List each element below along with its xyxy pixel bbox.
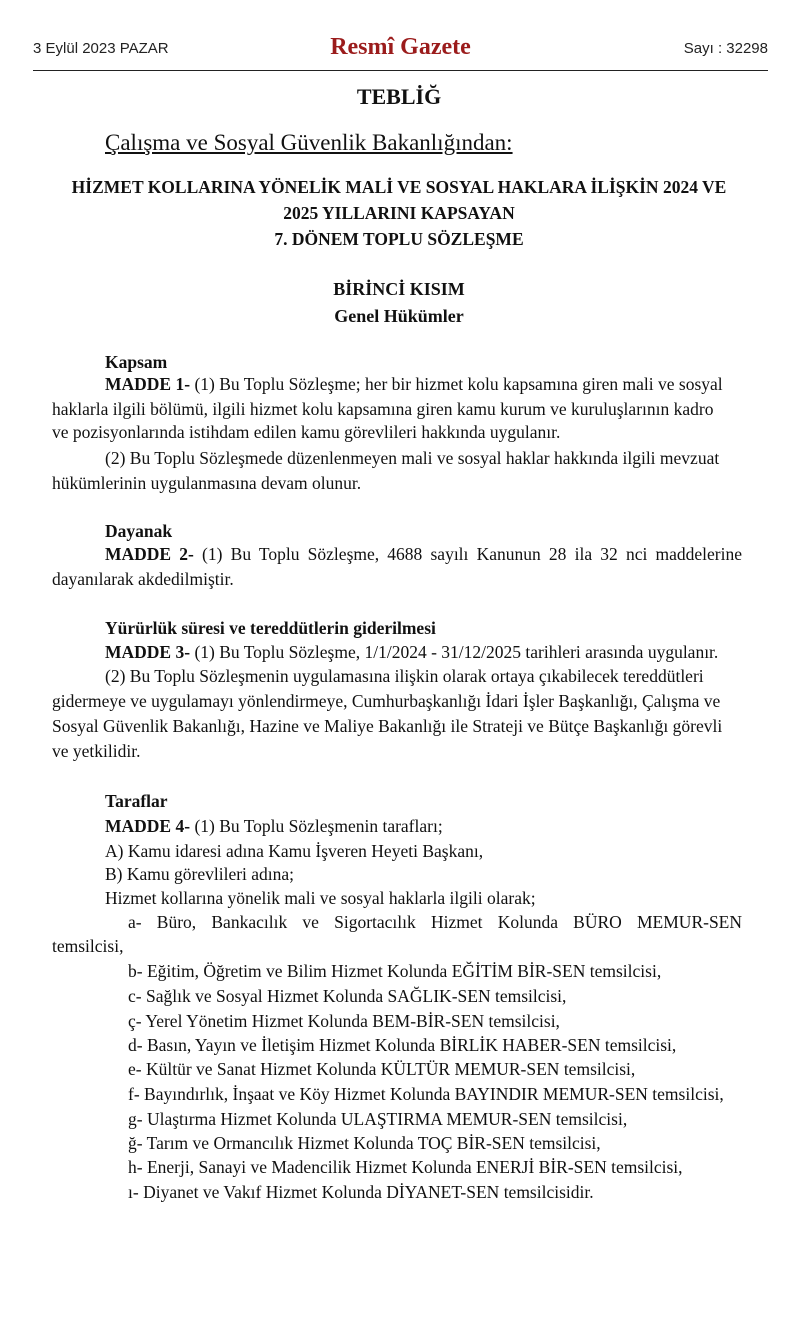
- article-label: MADDE 3-: [105, 642, 191, 662]
- article-heading: Dayanak: [105, 521, 173, 541]
- list-item: f- Bayındırlık, İnşaat ve Köy Hizmet Kolunda BAYINDIR MEMUR-SEN temsilcisi,: [128, 1084, 724, 1104]
- paragraph-line: (2) Bu Toplu Sözleşmede düzenlenmeyen mali ve sosyal haklar hakkında ilgili mevzuat: [105, 448, 720, 468]
- list-item: a- Büro, Bankacılık ve Sigortacılık Hizmet Kolunda BÜRO MEMUR-SEN: [128, 912, 742, 932]
- paragraph-line: [105, 815, 443, 837]
- title-line: 7. DÖNEM TOPLU SÖZLEŞME: [274, 229, 524, 249]
- paragraph-line: ve pozisyonlarında istihdam edilen kamu görevlileri hakkında uygulanır.: [52, 422, 561, 442]
- paragraph-line: [105, 543, 742, 565]
- paragraph-text: (1) Bu Toplu Sözleşme, 4688 sayılı Kanunun 28 ila 32 nci maddelerine: [193, 544, 742, 564]
- list-item: ı- Diyanet ve Vakıf Hizmet Kolunda DİYANET-SEN temsilcisidir.: [128, 1182, 594, 1202]
- publication-name: Resmî Gazete: [330, 34, 471, 60]
- paragraph-text: (1) Bu Toplu Sözleşme; her bir hizmet kolu kapsamına giren mali ve sosyal: [190, 374, 723, 394]
- paragraph-line: haklarla ilgili bölümü, ilgili hizmet kolu kapsamına giren kamu kurum ve kuruluşlarının kadro: [52, 399, 714, 419]
- list-item: e- Kültür ve Sanat Hizmet Kolunda KÜLTÜR MEMUR-SEN temsilcisi,: [128, 1059, 636, 1079]
- list-item: c- Sağlık ve Sosyal Hizmet Kolunda SAĞLIK-SEN temsilcisi,: [128, 986, 567, 1006]
- list-item: d- Basın, Yayın ve İletişim Hizmet Kolunda BİRLİK HABER-SEN temsilcisi,: [128, 1035, 677, 1055]
- list-item: temsilcisi,: [52, 936, 124, 956]
- list-item: ç- Yerel Yönetim Hizmet Kolunda BEM-BİR-SEN temsilcisi,: [128, 1011, 560, 1031]
- paragraph-line: (2) Bu Toplu Sözleşmenin uygulamasına ilişkin olarak ortaya çıkabilecek tereddütleri: [105, 666, 704, 686]
- issue-number: Sayı : 32298: [683, 40, 768, 57]
- article-label: MADDE 4-: [105, 816, 191, 836]
- header-date: 3 Eylül 2023 PAZAR: [33, 40, 169, 57]
- title-line: HİZMET KOLLARINA YÖNELİK MALİ VE SOSYAL HAKLARA İLİŞKİN 2024 VE: [71, 177, 727, 197]
- document-type: TEBLİĞ: [356, 84, 442, 109]
- paragraph-line: hükümlerinin uygulanmasına devam olunur.: [52, 473, 362, 493]
- paragraph-line: Sosyal Güvenlik Bakanlığı, Hazine ve Maliye Bakanlığı ile Strateji ve Bütçe Başkanlığı görevli: [52, 716, 723, 736]
- article-label: MADDE 1-: [105, 374, 191, 394]
- article-heading: Taraflar: [105, 791, 168, 811]
- paragraph-line: A) Kamu idaresi adına Kamu İşveren Heyeti Başkanı,: [105, 841, 484, 861]
- list-item: ğ- Tarım ve Ormancılık Hizmet Kolunda TOÇ BİR-SEN temsilcisi,: [128, 1133, 601, 1153]
- part-name: BİRİNCİ KISIM: [333, 279, 465, 299]
- list-item: b- Eğitim, Öğretim ve Bilim Hizmet Kolunda EĞİTİM BİR-SEN temsilcisi,: [128, 961, 662, 981]
- article-label: MADDE 2-: [105, 544, 194, 564]
- ministry-name: Çalışma ve Sosyal Güvenlik Bakanlığından:: [105, 130, 513, 155]
- paragraph-line: B) Kamu görevlileri adına;: [105, 864, 295, 884]
- paragraph-line: ve yetkilidir.: [52, 741, 141, 761]
- article-heading: Kapsam: [105, 352, 168, 372]
- title-line: 2025 YILLARINI KAPSAYAN: [283, 203, 515, 223]
- part-heading: [0, 276, 798, 330]
- paragraph-text: (1) Bu Toplu Sözleşmenin tarafları;: [190, 816, 443, 836]
- paragraph-line: Hizmet kollarına yönelik mali ve sosyal haklarla ilgili olarak;: [105, 888, 536, 908]
- paragraph-line: gidermeye ve uygulamayı yönlendirmeye, Cumhurbaşkanlığı İdari İşler Başkanlığı, Çalışma ve: [52, 691, 721, 711]
- article-heading: Yürürlük süresi ve tereddütlerin giderilmesi: [105, 618, 436, 638]
- page-header: [33, 30, 768, 71]
- paragraph-line: [105, 373, 723, 395]
- list-item: g- Ulaştırma Hizmet Kolunda ULAŞTIRMA MEMUR-SEN temsilcisi,: [128, 1109, 628, 1129]
- paragraph-line: [105, 641, 718, 663]
- paragraph-text: (1) Bu Toplu Sözleşme, 1/1/2024 - 31/12/2025 tarihleri arasında uygulanır.: [190, 642, 719, 662]
- list-item: h- Enerji, Sanayi ve Madencilik Hizmet Kolunda ENERJİ BİR-SEN temsilcisi,: [128, 1157, 683, 1177]
- document-title: [45, 174, 753, 252]
- part-subtitle: Genel Hükümler: [334, 306, 464, 326]
- paragraph-line: dayanılarak akdedilmiştir.: [52, 569, 234, 589]
